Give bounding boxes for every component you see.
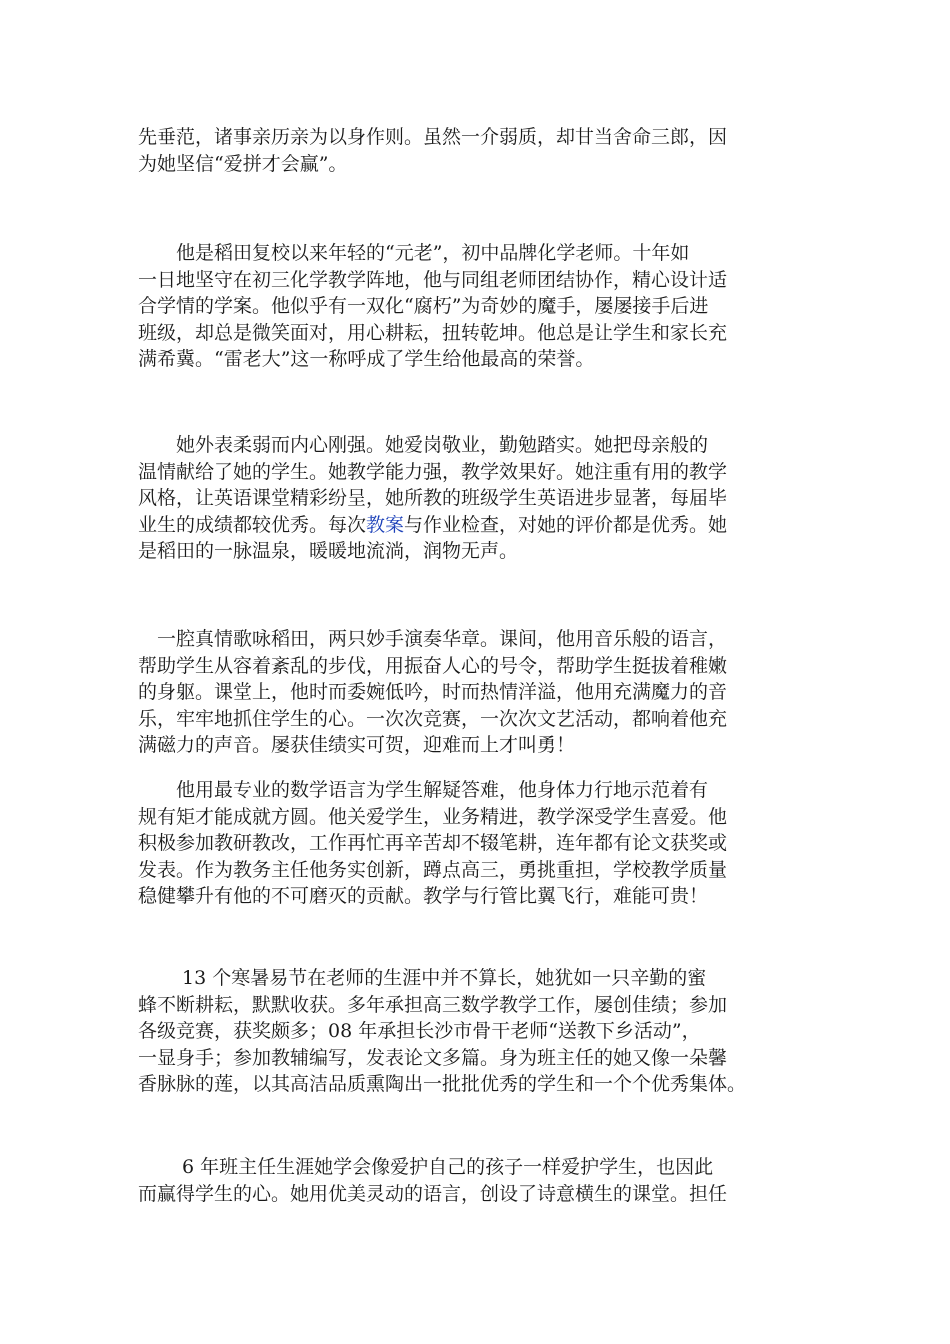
paragraph-2 (138, 240, 838, 373)
text-line: 积极参加教研教改，工作再忙再辛苦却不辍笔耕，连年都有论文获奖或 (138, 832, 728, 854)
text-line: 是稻田的一脉温泉，暖暖地流淌，润物无声。 (138, 540, 519, 562)
text-line: 先垂范，诸事亲历亲为以身作则。虽然一介弱质，却甘当舍命三郎，因 (138, 126, 728, 148)
text-line: 一显身手；参加教辅编写，发表论文多篇。身为班主任的她又像一朵馨 (138, 1046, 728, 1069)
text-line: 6 年班主任生涯她学会像爱护自己的孩子一样爱护学生，也因此 (138, 1156, 714, 1178)
text-line: 他是稻田复校以来年轻的“元老”，初中品牌化学老师。十年如 (138, 242, 690, 264)
text-line: 一日地坚守在初三化学教学阵地，他与同组老师团结协作，精心设计适 (138, 268, 728, 291)
text-line: 13 个寒暑易节在老师的生涯中并不算长，她犹如一只辛勤的蜜 (138, 967, 707, 989)
paragraph-1 (138, 124, 838, 177)
text-line: 满磁力的声音。屡获佳绩实可贺，迎难而上才叫勇！ (138, 734, 576, 756)
text-segment: 业生的成绩都较优秀。每次 (138, 513, 367, 536)
text-line: 规有矩才能成就方圆。他关爱学生，业务精进，教学深受学生喜爱。他 (138, 805, 728, 828)
paragraph-6 (138, 965, 838, 1098)
text-line: 他用最专业的数学语言为学生解疑答难，他身体力行地示范着有 (138, 779, 709, 801)
text-line: 乐，牢牢地抓住学生的心。一次次竞赛，一次次文艺活动，都响着他充 (138, 707, 728, 730)
text-line: 班级，却总是微笑面对，用心耕耘，扭转乾坤。他总是让学生和家长充 (138, 321, 728, 344)
text-line: 她外表柔弱而内心刚强。她爱岗敬业，勤勉踏实。她把母亲般的 (138, 434, 709, 456)
paragraph-4 (138, 626, 838, 759)
text-line-with-link (138, 512, 838, 539)
text-line: 而赢得学生的心。她用优美灵动的语言，创设了诗意横生的课堂。担任 (138, 1182, 728, 1205)
jiaoan-link[interactable]: 教案 (366, 513, 405, 536)
text-line: 发表。作为教务主任他务实创新，蹲点高三，勇挑重担，学校教学质量 (138, 858, 728, 881)
text-segment: 与作业检查，对她的评价都是优秀。她 (404, 513, 728, 536)
paragraph-7 (138, 1154, 838, 1207)
text-line: 风格，让英语课堂精彩纷呈，她所教的班级学生英语进步显著，每届毕 (138, 487, 728, 509)
text-line: 帮助学生从容着紊乱的步伐，用振奋人心的号令，帮助学生挺拔着稚嫩 (138, 654, 728, 677)
text-line: 的身躯。课堂上，他时而委婉低吟，时而热情洋溢，他用充满魔力的音 (138, 681, 728, 703)
text-line: 蜂不断耕耘，默默收获。多年承担高三数学教学工作，屡创佳绩；参加 (138, 993, 728, 1016)
text-line: 稳健攀升有他的不可磨灭的贡献。教学与行管比翼飞行，难能可贵！ (138, 885, 709, 907)
text-line: 各级竞赛，获奖颇多；08 年承担长沙市骨干老师“送教下乡活动”， (138, 1020, 701, 1042)
text-line: 一腔真情歌咏稻田，两只妙手演奏华章。课间，他用音乐般的语言， (138, 628, 728, 650)
paragraph-5 (138, 777, 838, 910)
text-line: 为她坚信“爱拼才会赢”。 (138, 152, 348, 175)
text-line: 满希冀。“雷老大”这一称呼成了学生给他最高的荣誉。 (138, 348, 595, 370)
paragraph-3 (138, 432, 838, 565)
text-line: 温情献给了她的学生。她教学能力强，教学效果好。她注重有用的教学 (138, 460, 728, 483)
text-line: 合学情的学案。他似乎有一双化“腐朽”为奇妙的魔手，屡屡接手后进 (138, 295, 709, 317)
text-line: 香脉脉的莲，以其高洁品质熏陶出一批批优秀的学生和一个个优秀集体。 (138, 1073, 747, 1095)
